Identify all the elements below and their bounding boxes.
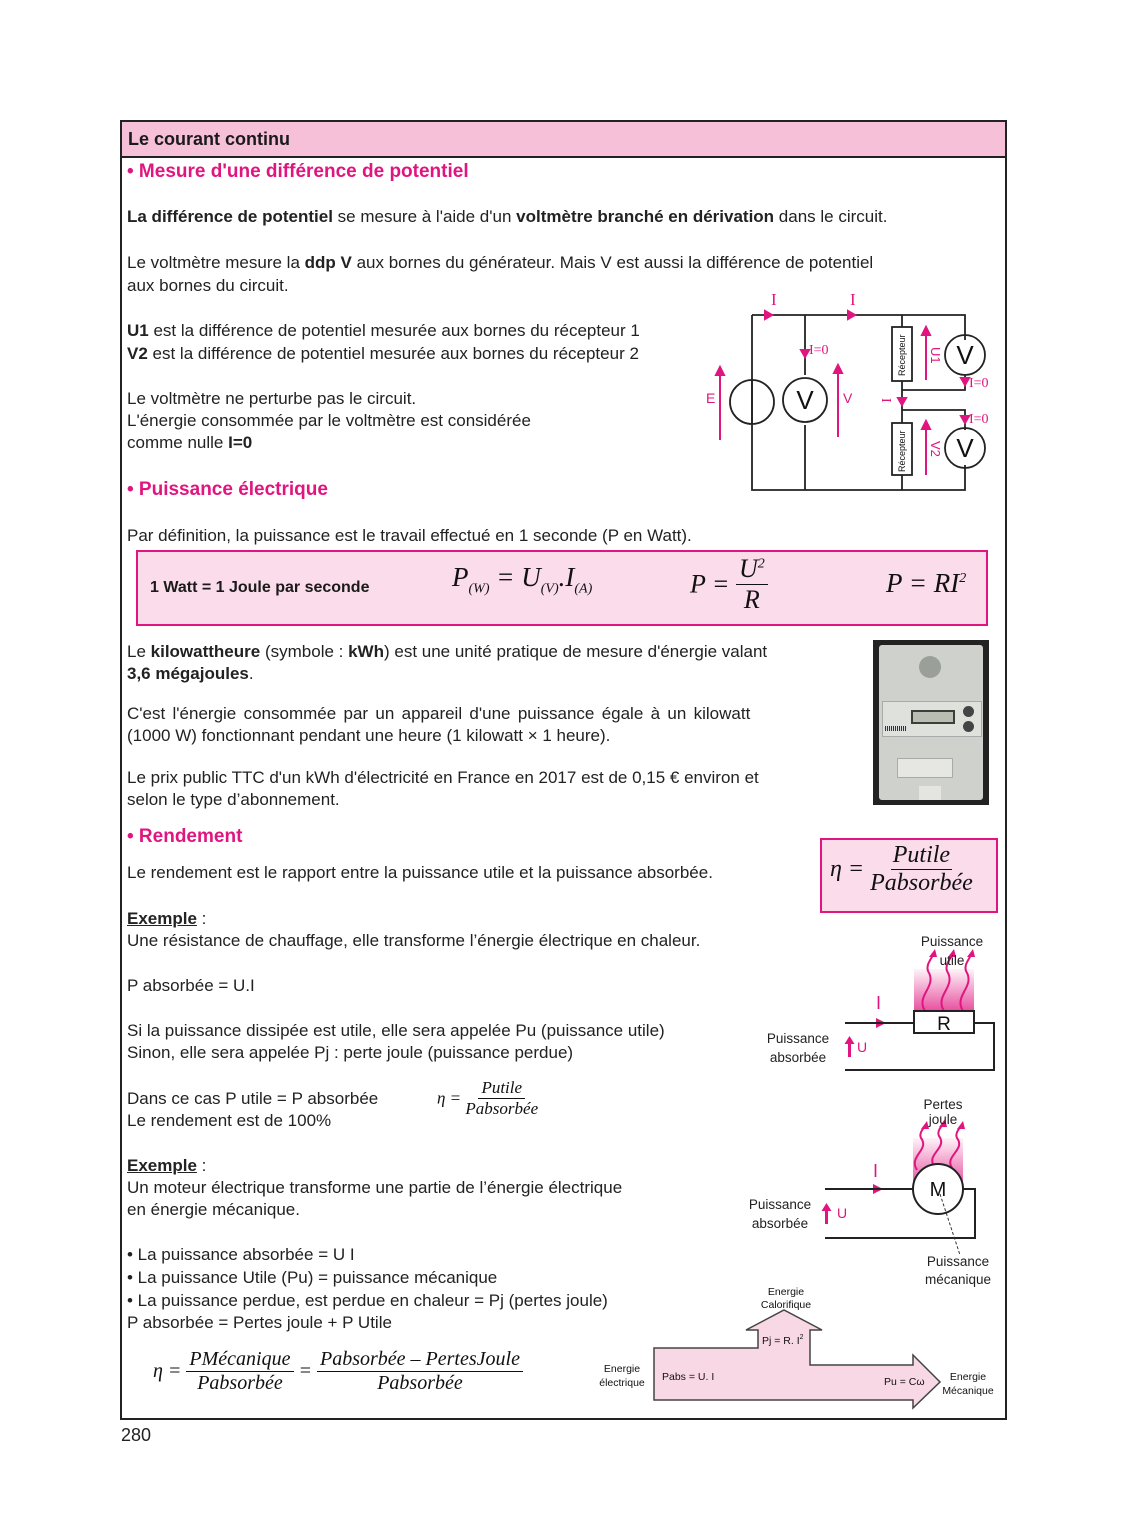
label-puissance-absorbee: Puissance bbox=[748, 1197, 812, 1212]
fraction bbox=[736, 554, 768, 615]
label-puissance-absorbee: absorbée bbox=[769, 1050, 827, 1065]
label-puissance-absorbee: Puissance bbox=[766, 1031, 830, 1046]
example-1-label bbox=[127, 908, 206, 931]
paragraph-energy: L'énergie consommée par le voltmètre est considérée bbox=[127, 411, 531, 430]
text: aux bornes du générateur. Mais V est aussi la différence de potentiel bbox=[351, 253, 874, 272]
underlined-label: Exemple bbox=[127, 909, 197, 928]
label-energie-calorifique: Calorifique bbox=[760, 1299, 812, 1311]
paragraph-price: Le prix public TTC d'un kWh d'électricité en France en 2017 est de 0,15 € environ et bbox=[127, 768, 759, 787]
example-1-line: Dans ce cas P utile = P absorbée bbox=[127, 1089, 379, 1108]
text: comme nulle bbox=[127, 433, 229, 452]
label-energie-mecanique: Energie bbox=[949, 1371, 987, 1383]
numerator: PMécanique bbox=[186, 1348, 293, 1372]
arrow-head-icon bbox=[845, 1036, 855, 1044]
paragraph-kwh-l2 bbox=[127, 663, 254, 686]
text: : bbox=[196, 909, 207, 928]
meter-digits bbox=[913, 712, 953, 722]
label-energie-electrique: Energie bbox=[603, 1363, 641, 1375]
denominator: R bbox=[743, 585, 760, 614]
formula-p-ri2 bbox=[886, 568, 966, 599]
voltmeter-letter: V bbox=[796, 385, 814, 415]
meter-button bbox=[963, 721, 974, 732]
example-1-line: Une résistance de chauffage, elle transforme l’énergie électrique en chaleur. bbox=[127, 931, 701, 950]
formula-p-u2-r bbox=[690, 554, 768, 615]
voltage-arrow bbox=[825, 1210, 828, 1224]
current-arrow-icon bbox=[961, 416, 969, 423]
title-bar bbox=[122, 122, 1005, 158]
example-1-line: P absorbée = U.I bbox=[127, 976, 255, 995]
current-arrow-icon bbox=[961, 378, 969, 385]
formula-eta bbox=[830, 842, 973, 897]
formula-box-puissance bbox=[136, 550, 988, 626]
label-i-mid: I bbox=[878, 398, 893, 403]
watt-definition: 1 Watt = 1 Joule par seconde bbox=[150, 579, 370, 596]
math-symbol: = bbox=[298, 1360, 312, 1382]
label-i0: I=0 bbox=[969, 376, 989, 391]
label-energie-electrique: électrique bbox=[599, 1377, 645, 1389]
arrow-head-icon bbox=[929, 949, 937, 957]
label-e: E bbox=[706, 390, 716, 406]
math-symbol: P = RI bbox=[886, 568, 960, 598]
motor-letter: M bbox=[929, 1179, 947, 1201]
bold-text: I=0 bbox=[228, 433, 253, 452]
math-subscript: (A) bbox=[574, 581, 593, 597]
label-u: U bbox=[857, 1039, 868, 1055]
bold-text: kilowattheure bbox=[150, 642, 261, 661]
example-2-line: P absorbée = Pertes joule + P Utile bbox=[127, 1313, 392, 1332]
label-pertes-joule: Pertes bbox=[923, 1097, 963, 1112]
label-i0: I=0 bbox=[809, 343, 829, 358]
math-symbol: P bbox=[452, 562, 469, 592]
paragraph-energy-def-l2: (1000 W) fonctionnant pendant une heure (1 kilowatt × 1 heure). bbox=[127, 726, 611, 745]
label-i: I bbox=[850, 290, 856, 309]
paragraph-energy-def: C'est l'énergie consommée par un appareil d'une puissance égale à un kilowatt bbox=[127, 704, 751, 723]
paragraph-voltmeter-l2: aux bornes du circuit. bbox=[127, 276, 289, 295]
label-pertes-joule: joule bbox=[928, 1112, 958, 1127]
meter-button bbox=[963, 706, 974, 717]
label-i: I bbox=[771, 290, 777, 309]
text: est la différence de potentiel mesurée aux bornes du récepteur 1 bbox=[148, 321, 640, 340]
label-pj bbox=[762, 1334, 804, 1347]
paragraph-ddp-def bbox=[127, 206, 887, 229]
text: ) est une unité pratique de mesure d'énergie valant bbox=[383, 642, 768, 661]
label-i: I bbox=[876, 993, 882, 1013]
section-heading-ddp: • Mesure d'une différence de potentiel bbox=[127, 161, 469, 182]
fraction bbox=[465, 1078, 538, 1119]
current-arrow-icon bbox=[898, 398, 906, 405]
meter-terminal bbox=[897, 758, 953, 778]
paragraph-voltmeter bbox=[127, 252, 873, 275]
page-title: Le courant continu bbox=[128, 129, 290, 149]
bullet-item: • La puissance Utile (Pu) = puissance mécanique bbox=[127, 1268, 498, 1287]
math-symbol: = bbox=[489, 562, 522, 592]
math-symbol: I bbox=[565, 562, 575, 592]
electricity-meter-photo bbox=[873, 640, 989, 805]
receptor-2-label: Récepteur bbox=[897, 430, 907, 472]
bold-text: voltmètre branché en dérivation bbox=[516, 207, 775, 226]
arrow-head-icon bbox=[967, 949, 975, 957]
label-puissance-absorbee: absorbée bbox=[751, 1216, 809, 1231]
current-arrow-icon bbox=[801, 350, 809, 357]
numerator: Putile bbox=[478, 1078, 525, 1099]
math-exponent: 2 bbox=[757, 556, 765, 572]
label-puissance-mecanique: mécanique bbox=[924, 1272, 992, 1287]
text: Le bbox=[127, 642, 151, 661]
label-pu: Pu = Cω bbox=[884, 1376, 925, 1388]
text: dans le circuit. bbox=[774, 207, 888, 226]
meter-seal bbox=[919, 656, 941, 678]
section-heading-rendement: • Rendement bbox=[127, 826, 243, 847]
voltage-arrow bbox=[848, 1043, 851, 1057]
meter-cover bbox=[919, 786, 941, 800]
flow-arrow-shape bbox=[654, 1310, 940, 1408]
math-subscript: (V) bbox=[540, 581, 559, 597]
formula-rendement-moteur bbox=[153, 1348, 523, 1395]
label-energie-mecanique: Mécanique bbox=[942, 1385, 994, 1397]
page-number: 280 bbox=[121, 1425, 152, 1445]
label-energie-calorifique: Energie bbox=[767, 1286, 805, 1298]
arrow-head-icon bbox=[922, 421, 930, 429]
math-exponent: 2 bbox=[959, 571, 967, 586]
fraction bbox=[186, 1348, 293, 1395]
example-1-line: Le rendement est de 100% bbox=[127, 1111, 332, 1130]
circuit-diagram bbox=[690, 285, 1010, 495]
resistor-diagram bbox=[740, 925, 1010, 1085]
voltmeter-letter: V bbox=[956, 340, 974, 370]
bold-text: V2 bbox=[127, 344, 148, 363]
bold-text: kWh bbox=[348, 642, 384, 661]
fraction bbox=[870, 842, 973, 897]
math-subscript: (W) bbox=[468, 581, 490, 597]
text: se mesure à l'aide d'un bbox=[332, 207, 517, 226]
math-symbol: η = bbox=[153, 1360, 182, 1382]
denominator: Pabsorbée bbox=[377, 1372, 463, 1394]
text: (symbole : bbox=[260, 642, 349, 661]
bullet-item: • La puissance perdue, est perdue en chaleur = Pj (pertes joule) bbox=[127, 1291, 608, 1310]
math-symbol: . bbox=[558, 562, 566, 592]
bold-text: 3,6 mégajoules bbox=[127, 664, 249, 683]
denominator: Pabsorbée bbox=[197, 1372, 283, 1394]
paragraph-v2 bbox=[127, 343, 639, 366]
label-i: I bbox=[873, 1161, 879, 1181]
math-symbol: η = bbox=[830, 856, 865, 882]
bold-text: La différence de potentiel bbox=[127, 207, 333, 226]
label-u1: U1 bbox=[928, 347, 943, 364]
math-exponent: 2 bbox=[799, 1334, 804, 1341]
label-puissance-mecanique: Puissance bbox=[926, 1254, 990, 1269]
label-u: U bbox=[837, 1205, 848, 1221]
arrow-head-icon bbox=[922, 327, 930, 335]
label-v2: V2 bbox=[928, 441, 943, 457]
underlined-label: Exemple bbox=[127, 1156, 197, 1175]
example-1-line: Sinon, elle sera appelée Pj : perte joule (puissance perdue) bbox=[127, 1043, 574, 1062]
current-arrow-icon bbox=[765, 311, 772, 319]
paragraph-price-l2: selon le type d’abonnement. bbox=[127, 790, 340, 809]
example-2-line: Un moteur électrique transforme une partie de l’énergie électrique bbox=[127, 1178, 623, 1197]
paragraph-rendement-def: Le rendement est le rapport entre la puissance utile et la puissance absorbée. bbox=[127, 863, 713, 882]
current-arrow-icon bbox=[848, 311, 855, 319]
arrow-head-icon bbox=[957, 1121, 965, 1129]
motor-diagram bbox=[730, 1090, 1010, 1290]
section-heading-puissance: • Puissance électrique bbox=[127, 479, 328, 500]
numerator: Putile bbox=[892, 842, 951, 868]
receptor-1-label: Récepteur bbox=[897, 334, 907, 376]
numerator bbox=[736, 554, 768, 585]
text: . bbox=[248, 664, 254, 683]
math-symbol: U bbox=[738, 554, 758, 583]
math-symbol: η = bbox=[437, 1088, 462, 1108]
formula-p-ui bbox=[452, 562, 592, 597]
formula-box-rendement bbox=[820, 838, 998, 913]
fraction bbox=[317, 1348, 523, 1395]
label-puissance-utile: utile bbox=[939, 953, 965, 968]
text: est la différence de potentiel mesurée aux bornes du récepteur 2 bbox=[147, 344, 639, 363]
bullet-item: • La puissance absorbée = U I bbox=[127, 1245, 355, 1264]
bold-text: U1 bbox=[127, 321, 149, 340]
example-2-label bbox=[127, 1155, 206, 1178]
resistor-letter: R bbox=[937, 1014, 951, 1035]
formula-eta-small bbox=[437, 1078, 538, 1119]
arrow-head-icon bbox=[822, 1203, 832, 1211]
arrow-head-icon bbox=[834, 365, 842, 373]
numerator: Pabsorbée – PertesJoule bbox=[317, 1348, 523, 1372]
paragraph-u1 bbox=[127, 320, 640, 343]
label-pabs: Pabs = U. I bbox=[662, 1371, 715, 1383]
voltmeter-letter: V bbox=[956, 433, 974, 463]
paragraph-puissance-def: Par définition, la puissance est le travail effectué en 1 seconde (P en Watt). bbox=[127, 526, 692, 545]
math-symbol: P = bbox=[690, 569, 730, 599]
meter-barcode bbox=[885, 726, 907, 731]
label-puissance-utile: Puissance bbox=[920, 934, 984, 949]
bold-text: ddp V bbox=[304, 253, 352, 272]
example-2-line: en énergie mécanique. bbox=[127, 1200, 300, 1219]
label-pj-text: Pj = R. I bbox=[762, 1335, 800, 1347]
math-symbol: U bbox=[521, 562, 541, 592]
denominator: Pabsorbée bbox=[465, 1099, 539, 1118]
text: : bbox=[196, 1156, 207, 1175]
label-i0: I=0 bbox=[969, 412, 989, 427]
paragraph-null bbox=[127, 432, 252, 455]
paragraph-no-disturb: Le voltmètre ne perturbe pas le circuit. bbox=[127, 389, 417, 408]
denominator: Pabsorbée bbox=[870, 870, 973, 896]
paragraph-kwh bbox=[127, 641, 767, 664]
example-1-line: Si la puissance dissipée est utile, elle sera appelée Pu (puissance utile) bbox=[127, 1021, 665, 1040]
arrow-head-icon bbox=[716, 367, 724, 375]
energy-flow-diagram bbox=[590, 1280, 1010, 1415]
wire bbox=[752, 315, 965, 340]
text: Le voltmètre mesure la bbox=[127, 253, 305, 272]
label-v: V bbox=[843, 390, 853, 406]
